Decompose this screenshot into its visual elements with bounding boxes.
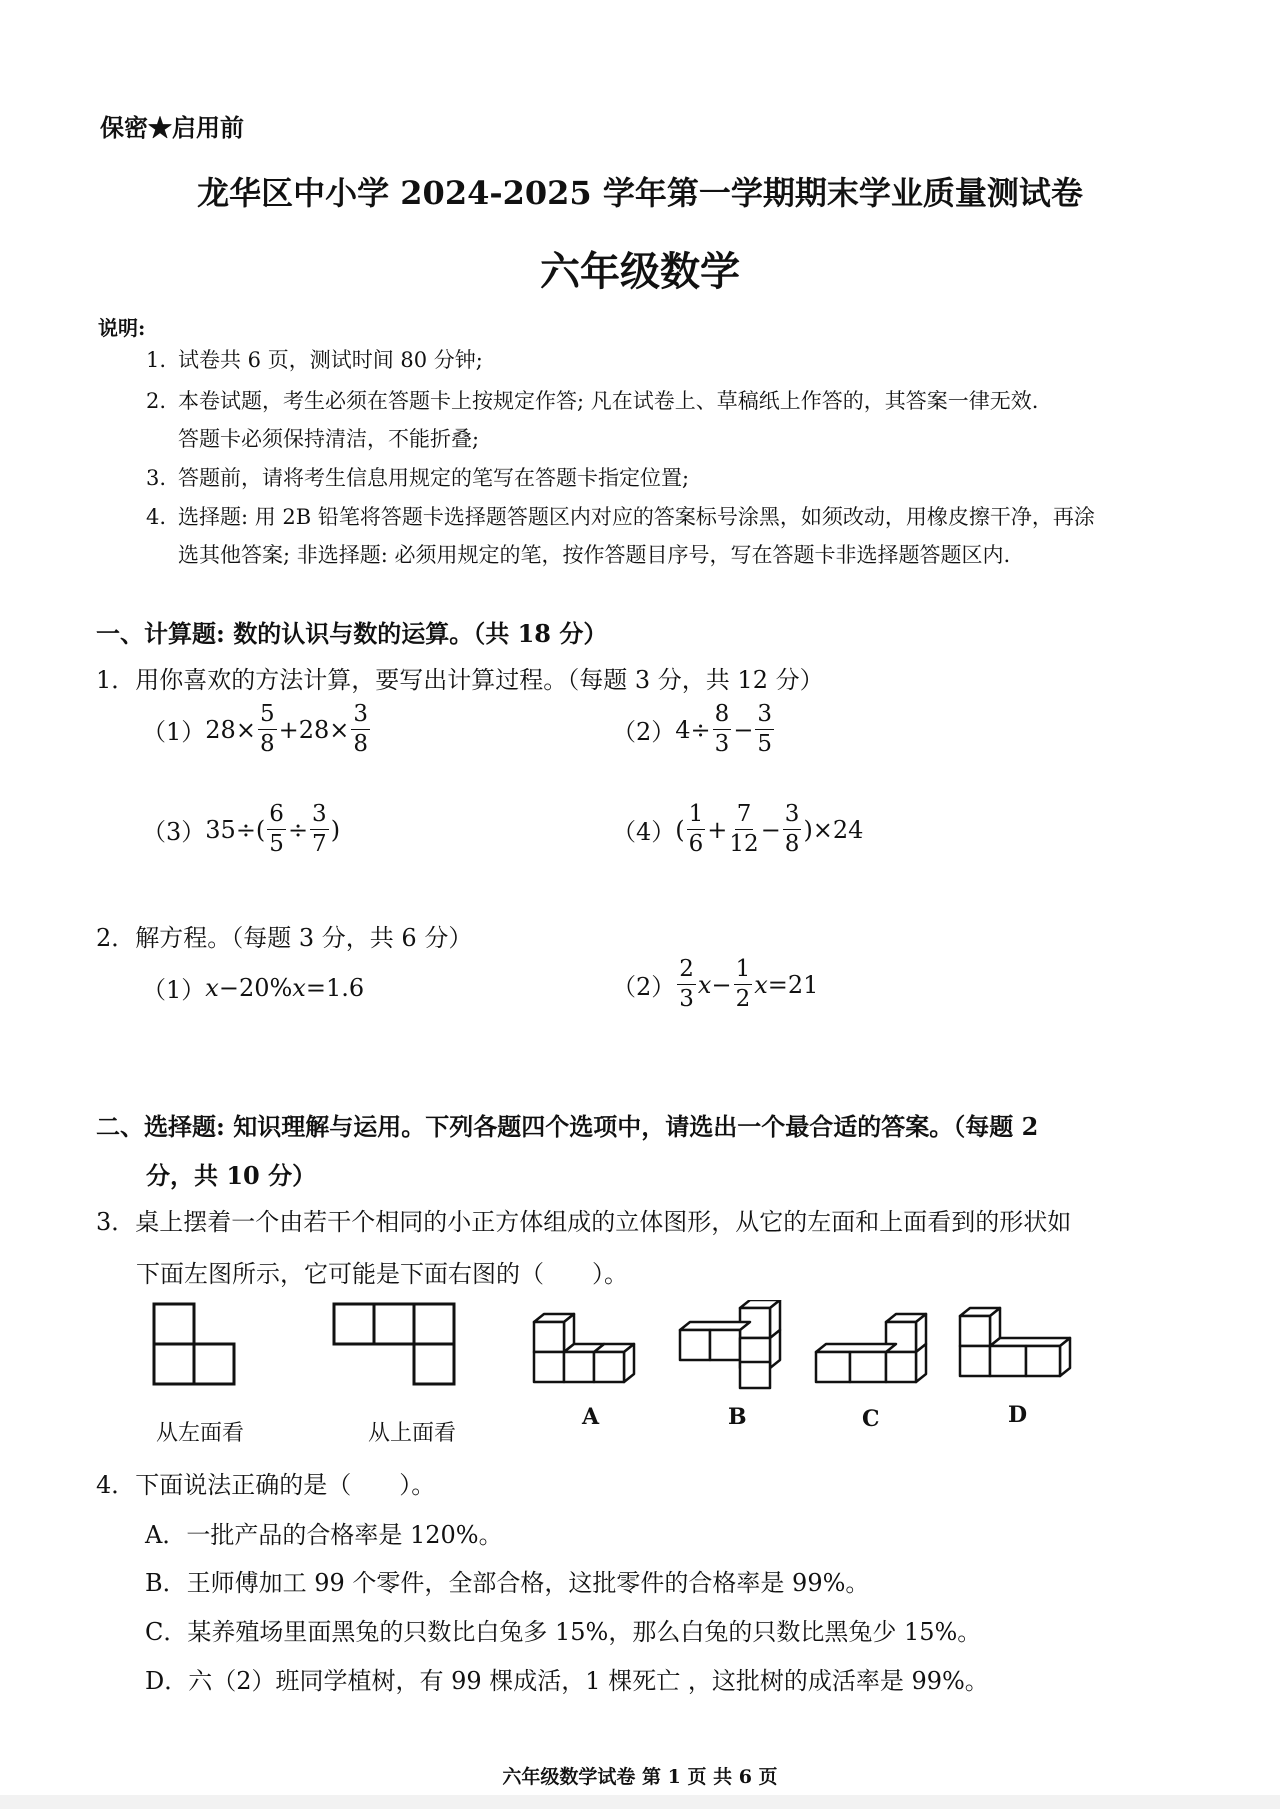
instruction-num: 4.: [146, 505, 167, 529]
expr-text: −: [733, 715, 754, 744]
instruction-num: 3.: [146, 466, 167, 490]
fraction: [734, 958, 753, 1011]
instruction-text: 选择题: 用 2B 铅笔将答题卡选择题答题区内对应的答案标号涂黑，如须改动，用橡皮擦干净，再涂: [178, 505, 1095, 529]
option-a-label: A: [582, 1404, 600, 1430]
expr-text: 28×: [205, 715, 256, 744]
question-3-line2: 下面左图所示，它可能是下面右图的（ ）。: [136, 1260, 628, 1288]
fraction: [713, 703, 732, 756]
label: （4）: [612, 818, 676, 846]
numerator: 3: [755, 703, 774, 730]
expr-text: −20%: [218, 973, 293, 1002]
label: （1）: [142, 718, 206, 746]
expr-text: =1.6: [305, 973, 365, 1002]
exam-title: 龙华区中小学 2024-2025 学年第一学期期末学业质量测试卷: [197, 174, 1083, 212]
option-b-figure: [676, 1300, 806, 1392]
numerator: 3: [351, 703, 370, 730]
variable-x: x: [205, 973, 219, 1002]
q1-part1: [142, 703, 372, 756]
variable-x: x: [697, 970, 712, 999]
numerator: 1: [734, 958, 753, 985]
numerator: 3: [310, 803, 329, 830]
fraction: [687, 803, 706, 856]
denominator: 12: [729, 831, 759, 857]
numerator: 2: [677, 958, 696, 985]
option-d-label: D: [1008, 1402, 1028, 1428]
q1-part4: [612, 803, 863, 856]
label: （1）: [142, 976, 206, 1004]
choice-d: D．六（2）班同学植树，有 99 棵成活，1 棵死亡 ，这批树的成活率是 99%。: [145, 1667, 989, 1695]
denominator: 5: [757, 731, 773, 757]
section2-heading: 二、选择题: 知识理解与运用。下列各题四个选项中，请选出一个最合适的答案。（每题 2: [96, 1112, 1039, 1141]
question-1: 1．用你喜欢的方法计算，要写出计算过程。（每题 3 分，共 12 分）: [96, 666, 824, 694]
instruction-item: [146, 344, 483, 374]
option-c-figure: [812, 1300, 942, 1392]
page-footer: 六年级数学试卷 第 1 页 共 6 页: [502, 1766, 778, 1788]
instruction-text: 答题卡必须保持清洁，不能折叠;: [178, 427, 480, 451]
fraction: [677, 958, 696, 1011]
denominator: 8: [784, 831, 800, 857]
caption-left-view: 从左面看: [156, 1421, 245, 1446]
fraction: [351, 703, 370, 756]
denominator: 6: [688, 831, 704, 857]
option-a-figure: [530, 1300, 660, 1392]
fraction: [729, 803, 758, 856]
instruction-item: [146, 385, 1038, 415]
confidential-mark: 保密★启用前: [100, 113, 244, 142]
fraction: [267, 803, 286, 856]
q1-part3: [142, 803, 340, 856]
denominator: 5: [269, 831, 284, 857]
instruction-item: [146, 539, 1010, 569]
question-3-line1: 3．桌上摆着一个由若干个相同的小正方体组成的立体图形，从它的左面和上面看到的形状如: [96, 1208, 1072, 1236]
q2-part1: [142, 970, 364, 1005]
instruction-text: 答题前，请将考生信息用规定的笔写在答题卡指定位置;: [178, 466, 690, 490]
instruction-item: [146, 462, 689, 492]
expr-text: +28×: [278, 715, 350, 744]
denominator: 3: [679, 986, 694, 1012]
expr-text: =21: [767, 970, 819, 999]
expr-text: )×24: [803, 815, 864, 844]
numerator: 3: [783, 803, 802, 830]
denominator: 3: [714, 731, 730, 757]
instruction-num: 2.: [146, 389, 167, 413]
denominator: 8: [259, 731, 275, 757]
numerator: 8: [713, 703, 732, 730]
fraction: [755, 703, 774, 756]
q1-part2: [612, 703, 776, 756]
numerator: 5: [258, 703, 277, 730]
instruction-text: 本卷试题，考生必须在答题卡上按规定作答; 凡在试卷上、草稿纸上作答的，其答案一律无效.: [178, 389, 1039, 413]
question-2: 2．解方程。（每题 3 分，共 6 分）: [96, 924, 473, 952]
variable-x: x: [292, 973, 306, 1002]
instruction-item: [146, 423, 479, 453]
exam-subtitle: 六年级数学: [540, 248, 740, 295]
instruction-text: 试卷共 6 页，测试时间 80 分钟;: [178, 348, 483, 372]
expr-text: −: [711, 970, 732, 999]
top-view-figure: [330, 1300, 460, 1390]
choice-a: A．一批产品的合格率是 120%。: [145, 1521, 503, 1549]
q2-part2: [612, 958, 818, 1011]
expr-text: +: [707, 815, 728, 844]
label: （2）: [612, 973, 676, 1001]
scan-edge: [0, 1795, 1280, 1809]
option-c-label: C: [862, 1406, 880, 1432]
instruction-item: [146, 501, 1095, 531]
expr-text: 4÷: [675, 715, 711, 744]
denominator: 8: [353, 731, 368, 757]
expr-text: 35÷(: [205, 815, 266, 844]
question-4: 4．下面说法正确的是（ ）。: [96, 1471, 436, 1499]
expr-text: ÷: [287, 815, 309, 844]
instruction-text: 选其他答案; 非选择题: 必须用规定的笔，按作答题目序号，写在答题卡非选择题答题区内.: [178, 543, 1011, 567]
fraction: [258, 703, 277, 756]
instructions-label: 说明:: [98, 316, 146, 340]
numerator: 7: [735, 803, 754, 830]
numerator: 1: [687, 803, 706, 830]
section2-heading-cont: 分，共 10 分）: [146, 1161, 317, 1190]
option-d-figure: [956, 1300, 1086, 1392]
denominator: 7: [312, 831, 327, 857]
label: （2）: [612, 718, 676, 746]
choice-c: C．某养殖场里面黑兔的只数比白兔多 15%，那么白兔的只数比黑兔少 15%。: [145, 1618, 982, 1646]
choice-b: B．王师傅加工 99 个零件，全部合格，这批零件的合格率是 99%。: [145, 1569, 870, 1597]
instruction-num: 1.: [146, 348, 167, 372]
expr-text: ): [330, 815, 341, 844]
option-b-label: B: [728, 1404, 747, 1430]
expr-text: (: [675, 815, 685, 844]
numerator: 6: [267, 803, 286, 830]
variable-x: x: [754, 970, 768, 999]
fraction: [783, 803, 802, 856]
label: （3）: [142, 818, 206, 846]
section1-heading: 一、计算题: 数的认识与数的运算。（共 18 分）: [96, 619, 608, 648]
caption-top-view: 从上面看: [368, 1421, 457, 1446]
fraction: [310, 803, 329, 856]
left-view-figure: [150, 1300, 240, 1390]
denominator: 2: [735, 986, 751, 1012]
expr-text: −: [760, 815, 781, 844]
